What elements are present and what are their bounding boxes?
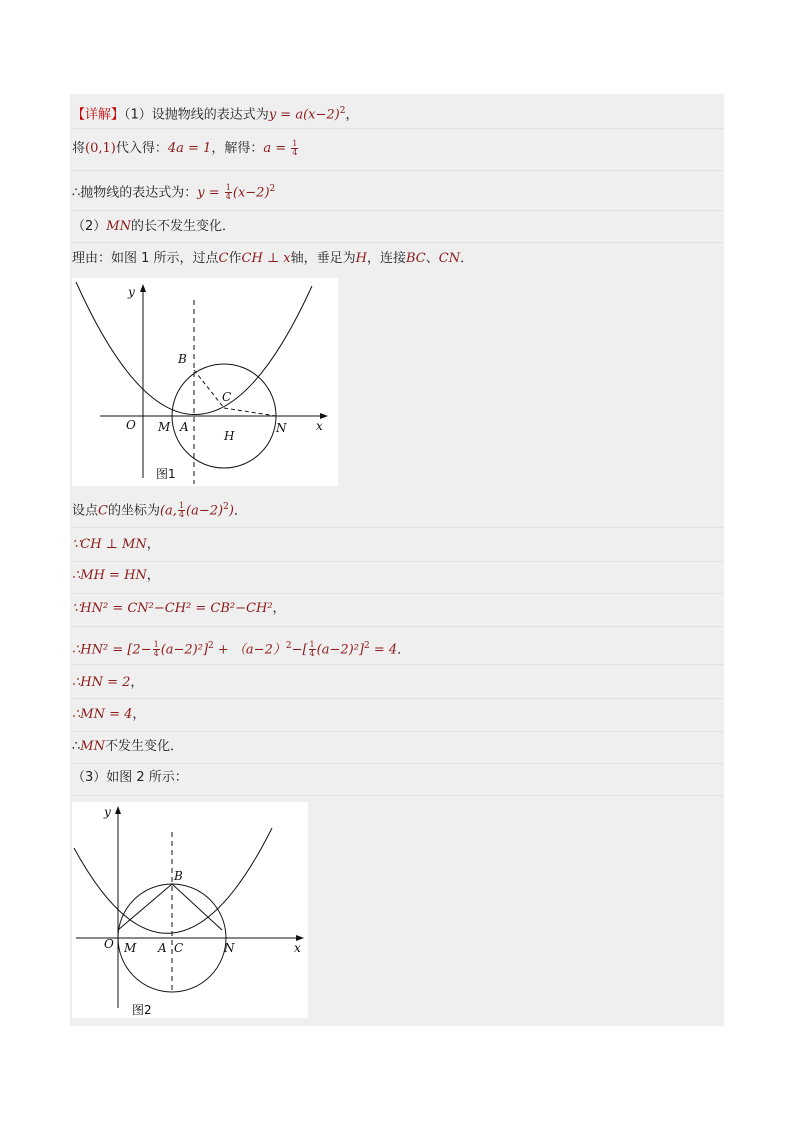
step-hn <box>72 674 143 692</box>
divider <box>70 795 724 796</box>
fraction <box>291 140 298 157</box>
coord-open: (a, <box>159 503 177 519</box>
text: 的坐标为 <box>107 503 160 519</box>
expression: ∵HN² = CN²−CH² = CB²−CH² <box>72 601 273 616</box>
segment-mn: MN <box>80 739 105 754</box>
punct: ， <box>130 675 144 690</box>
divider <box>70 170 724 171</box>
label-m: M <box>158 420 171 434</box>
label-b: B <box>178 352 187 366</box>
step-equal-halves <box>72 567 160 585</box>
substitution-line <box>72 140 299 158</box>
denominator: 4 <box>225 192 231 202</box>
label-y: y <box>104 805 111 819</box>
part1-number: （1） <box>124 107 152 123</box>
segment-cn <box>224 408 276 416</box>
fraction <box>153 641 160 658</box>
text: 、 <box>425 251 439 266</box>
rhs: (x−2) <box>232 185 270 201</box>
segment-bn <box>172 884 222 930</box>
fraction <box>225 184 232 201</box>
step-pythagoras <box>72 600 286 618</box>
figure-1 <box>72 278 338 486</box>
parabola-form: y = a(x−2) <box>268 107 340 123</box>
text: ∴抛物线的表达式为： <box>72 185 198 201</box>
numerator: 1 <box>225 183 231 193</box>
text: 作 <box>228 251 242 266</box>
exponent: 2 <box>285 641 292 651</box>
text: 设点 <box>72 503 99 519</box>
exponent: 2 <box>339 106 346 116</box>
divider <box>70 698 724 699</box>
text: 不发生变化． <box>104 739 183 754</box>
label-x: x <box>294 941 301 955</box>
exponent: 2 <box>208 641 214 651</box>
text: 的长不发生变化． <box>130 219 235 234</box>
exponent: 2 <box>269 184 276 194</box>
coord-rest: (a−2) <box>186 503 224 519</box>
part1-text: 设抛物线的表达式为 <box>151 107 269 123</box>
divider <box>70 128 724 129</box>
divider <box>70 626 724 627</box>
point-c-coordinates <box>72 498 247 520</box>
divider <box>70 242 724 243</box>
equation: 4a = 1 <box>167 141 212 156</box>
parabola-expression <box>72 180 275 202</box>
punct: ， <box>272 601 286 616</box>
expression: ∴HN² = [2− <box>72 642 152 658</box>
segment-bc <box>194 370 224 408</box>
point-c: C <box>98 503 108 519</box>
punct: ． <box>233 503 247 519</box>
y-arrow-icon <box>115 806 121 814</box>
figure-2-diagram <box>72 802 308 1018</box>
expression: ∴MH = HN <box>72 568 147 583</box>
fraction <box>309 641 316 658</box>
divider <box>70 763 724 764</box>
step-compute <box>72 637 410 659</box>
lhs: y = <box>197 185 224 201</box>
point-h: H <box>355 251 367 266</box>
expression: −[ <box>291 642 308 658</box>
divider <box>70 210 724 211</box>
part3-intro <box>72 769 188 787</box>
detail-tag: 【详解】 <box>72 107 125 123</box>
part2-reason <box>72 250 473 268</box>
text: 轴，垂足为 <box>290 251 356 266</box>
label-c: C <box>222 390 232 404</box>
label-a: A <box>158 941 167 955</box>
text: ． <box>460 251 474 266</box>
punct: ， <box>345 107 359 123</box>
expression: (a−2)²] <box>316 642 364 658</box>
conclusion <box>72 738 183 756</box>
text: 将 <box>72 141 86 156</box>
figure-1-caption: 图1 <box>156 467 176 481</box>
label-h: H <box>224 429 235 443</box>
denominator: 4 <box>153 649 159 659</box>
numerator: 1 <box>309 640 315 650</box>
label-x: x <box>316 419 323 433</box>
text: 代入得： <box>115 141 168 156</box>
expression: (a−2)²] <box>160 642 209 658</box>
label-c: C <box>174 941 184 955</box>
divider <box>70 593 724 594</box>
label-m: M <box>124 941 137 955</box>
text: ，连接 <box>366 251 406 266</box>
expression: ∴HN = 2 <box>72 675 131 690</box>
text: （3）如图 2 所示： <box>72 770 188 785</box>
segment-bc: BC <box>406 251 426 266</box>
parabola-curve <box>74 828 272 933</box>
label-y: y <box>128 285 135 299</box>
denominator: 4 <box>309 649 315 659</box>
label-o: O <box>126 418 136 432</box>
denominator: 4 <box>292 148 298 157</box>
divider <box>70 731 724 732</box>
part2-number: （2） <box>72 219 107 234</box>
perpendicular: CH ⊥ x <box>241 251 291 266</box>
step-mn <box>72 706 145 724</box>
figure-2 <box>72 802 308 1018</box>
point-c: C <box>218 251 229 266</box>
expression: = 4 <box>369 642 398 658</box>
text: 理由：如图 1 所示，过点 <box>72 251 219 266</box>
label-b: B <box>174 869 183 883</box>
divider <box>70 561 724 562</box>
punct: ， <box>146 537 160 552</box>
punct: ， <box>146 568 160 583</box>
segment-mn: MN <box>106 219 131 234</box>
label-a: A <box>180 420 189 434</box>
exponent: 2 <box>223 502 229 512</box>
part1-intro <box>72 102 358 124</box>
answer: a = <box>263 141 291 156</box>
fraction <box>178 502 185 519</box>
point: (0,1) <box>85 141 116 156</box>
step-perpendicular <box>72 536 160 554</box>
numerator: 1 <box>292 139 298 148</box>
coord-close: ) <box>228 503 234 519</box>
y-arrow-icon <box>140 284 146 292</box>
label-n: N <box>224 941 235 955</box>
divider <box>70 664 724 665</box>
divider <box>70 527 724 528</box>
expression: + （a−2） <box>213 642 286 658</box>
punct: ， <box>132 707 146 722</box>
expression: ∴MN = 4 <box>72 707 133 722</box>
text: ∴ <box>72 739 81 754</box>
label-o: O <box>104 937 114 951</box>
expression: ∵CH ⊥ MN <box>72 537 147 552</box>
text: ，解得： <box>211 141 264 156</box>
denominator: 4 <box>178 510 185 520</box>
exponent: 2 <box>363 641 370 651</box>
figure-1-diagram <box>72 278 338 486</box>
part2-claim <box>72 218 235 236</box>
segment-cn: CN <box>438 251 461 266</box>
figure-2-caption: 图2 <box>132 1003 152 1017</box>
numerator: 1 <box>153 640 159 650</box>
punct: ． <box>397 642 411 658</box>
label-n: N <box>276 421 287 435</box>
numerator: 1 <box>178 501 185 511</box>
